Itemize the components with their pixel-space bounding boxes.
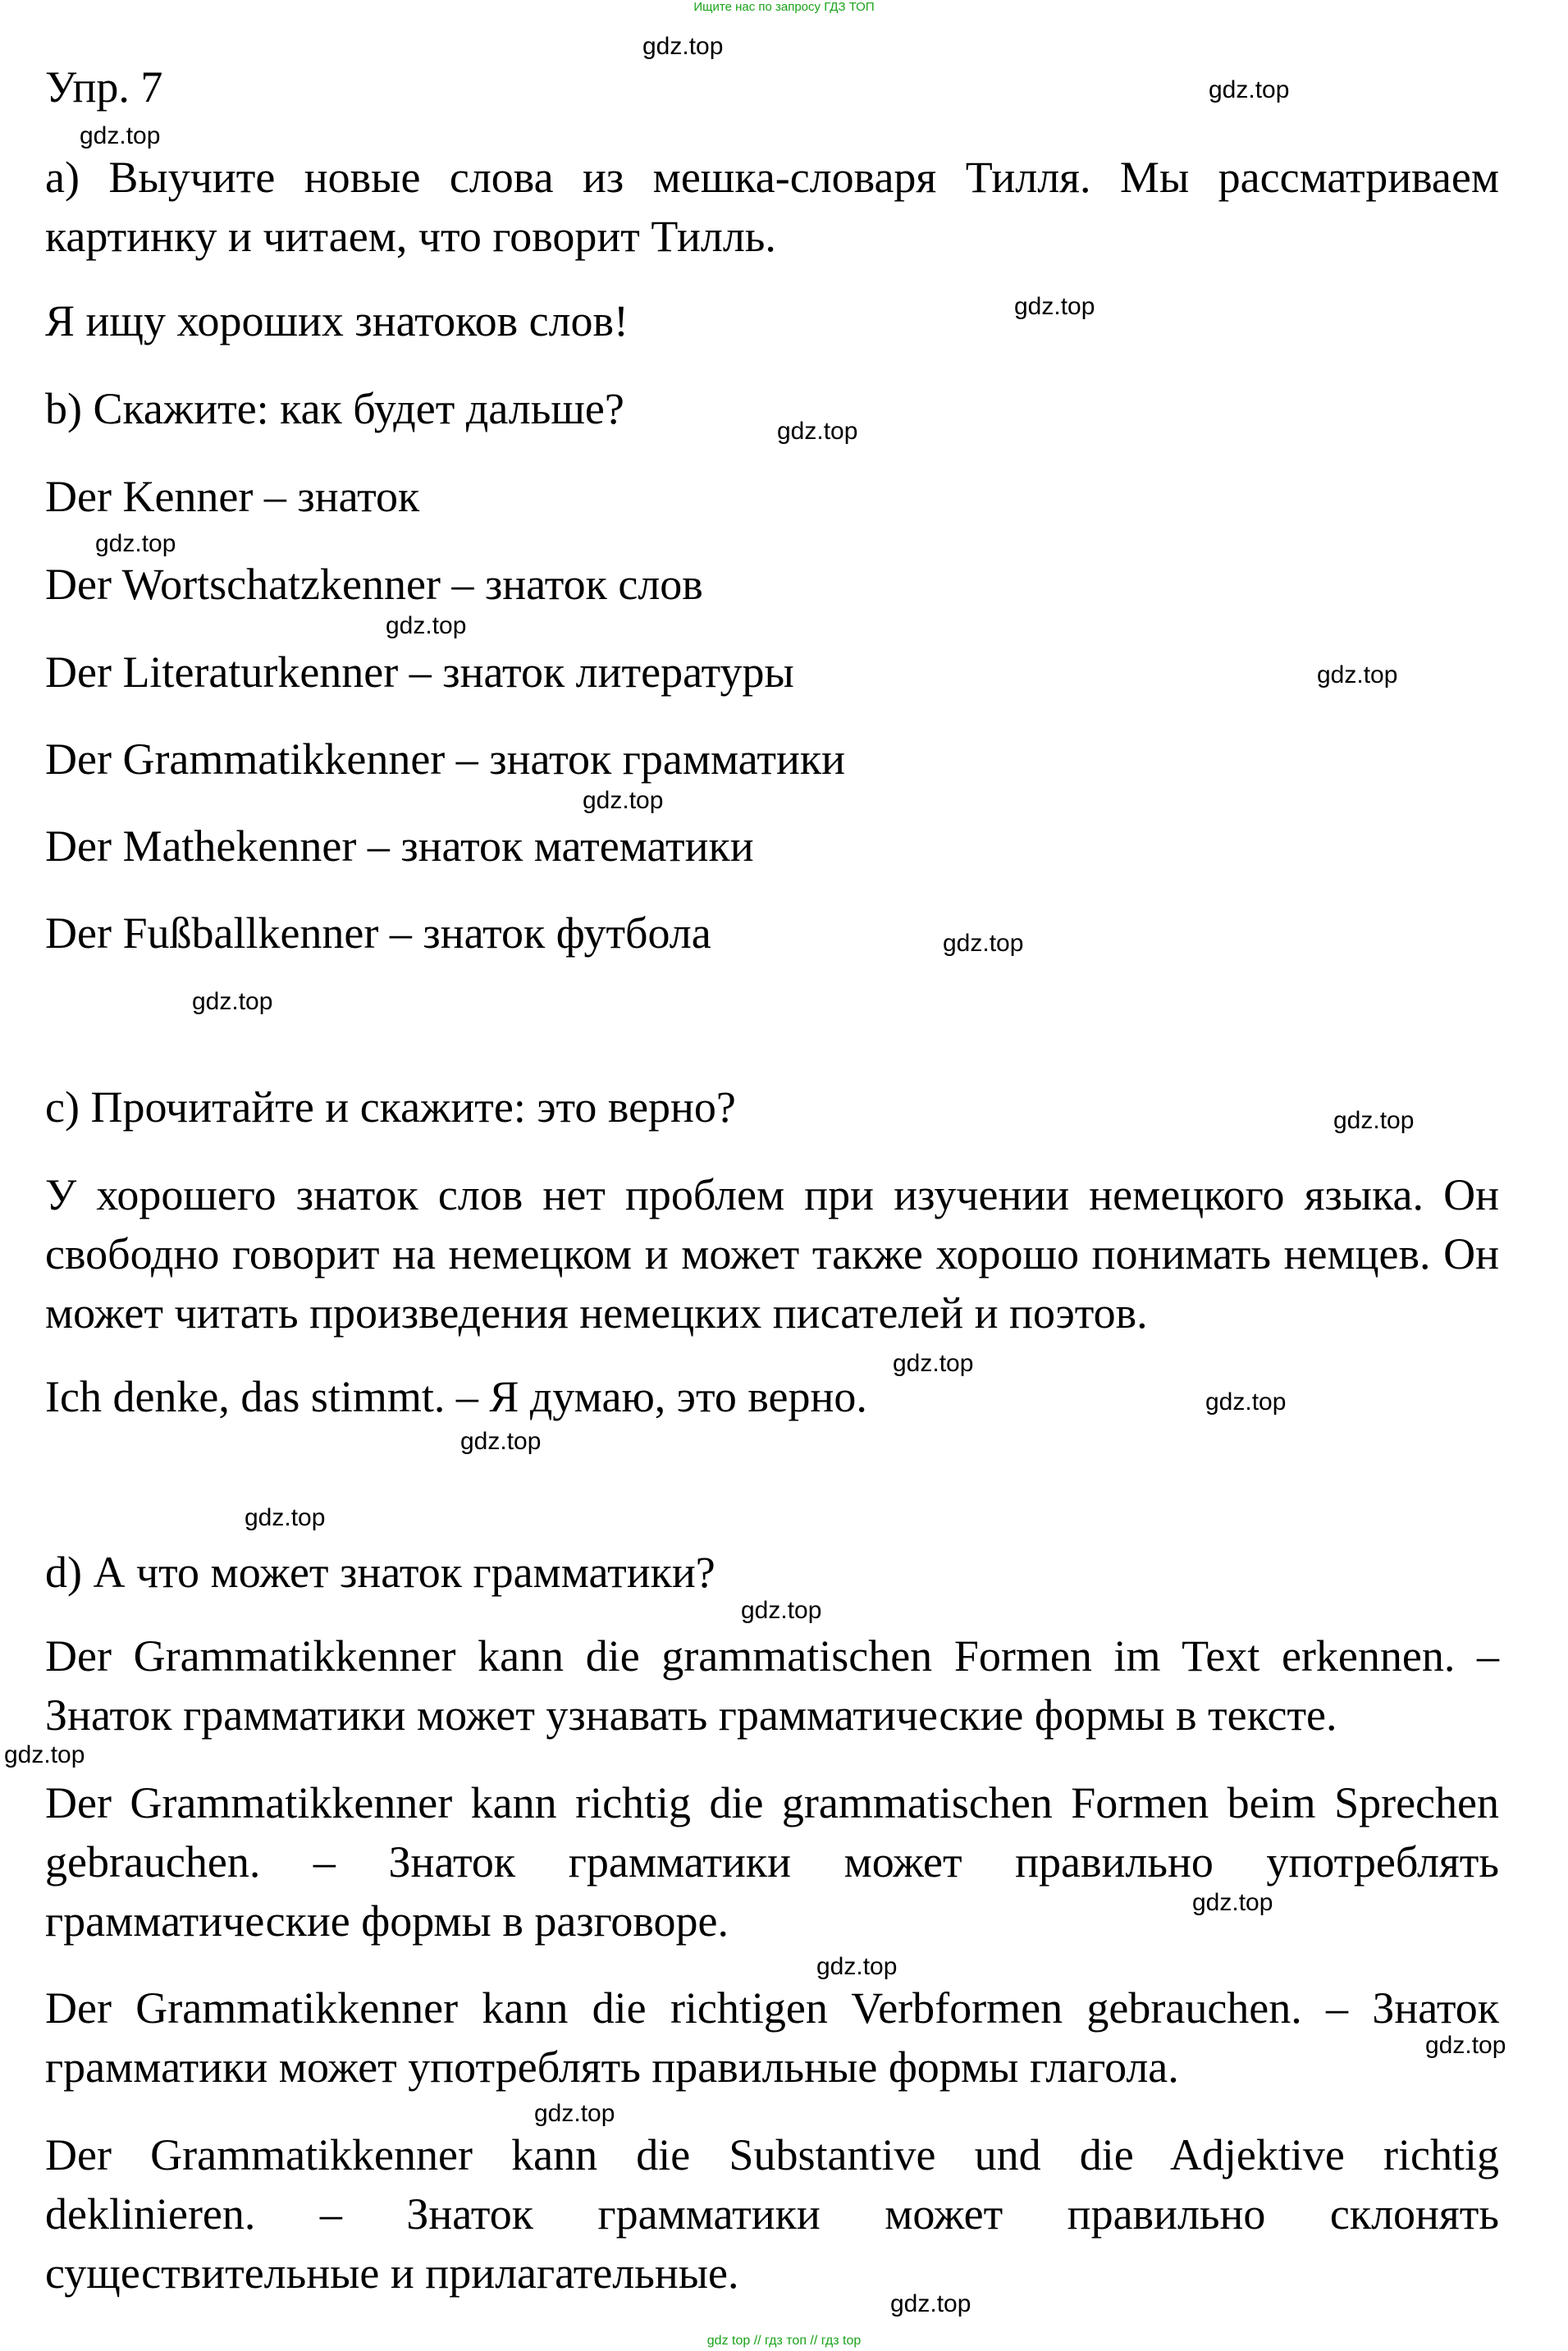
vocab-item: Der Literaturkenner – знаток литературы [45, 647, 794, 697]
watermark: gdz.top [80, 122, 161, 149]
task-d-paragraph: Der Grammatikkenner kann richtig die grammatischen Formen beim Sprechen gebrauchen. – Знаток грамматики может правильно употреблять грамматические формы в разговоре. [45, 1778, 1499, 1946]
watermark: gdz.top [4, 1741, 85, 1768]
watermark: gdz.top [1205, 1388, 1287, 1416]
watermark: gdz.top [1014, 293, 1095, 320]
task-d-paragraph: Der Grammatikkenner kann die grammatischen Formen im Text erkennen. – Знаток грамматики может узнавать грамматические формы в тексте. [45, 1631, 1499, 1740]
watermark: gdz.top [245, 1504, 326, 1531]
vocab-item: Der Kenner – знаток [45, 472, 420, 521]
task-c-text: c) Прочитайте и скажите: это верно? [45, 1082, 736, 1132]
watermark: gdz.top [943, 930, 1024, 957]
task-d-paragraph: Der Grammatikkenner kann die richtigen Verbformen gebrauchen. – Знаток грамматики может употреблять правильные формы глагола. [45, 1983, 1499, 2092]
watermark: gdz.top [1425, 2032, 1506, 2059]
watermark: gdz.top [890, 2290, 971, 2317]
vocab-item: Der Fußballkenner – знаток футбола [45, 908, 711, 958]
watermark: gdz.top [460, 1428, 542, 1455]
vocab-item: Der Mathekenner – знаток математики [45, 821, 754, 871]
task-d-text: d) А что может знаток грамматики? [45, 1548, 715, 1597]
watermark: gdz.top [741, 1597, 822, 1624]
bottom-banner: gdz top // гдз топ // гдз top [706, 2334, 862, 2348]
watermark: gdz.top [386, 612, 467, 639]
vocab-item: Der Grammatikkenner – знаток грамматики [45, 734, 846, 784]
exercise-title: Упр. 7 [45, 62, 163, 112]
watermark: gdz.top [534, 2100, 615, 2127]
task-b-text: b) Скажите: как будет дальше? [45, 384, 624, 433]
watermark: gdz.top [1333, 1107, 1415, 1134]
watermark: gdz.top [1317, 661, 1398, 688]
vocab-item: Der Wortschatzkenner – знаток слов [45, 560, 703, 609]
watermark: gdz.top [893, 1350, 974, 1377]
task-a-quote: Я ищу хороших знатоков слов! [45, 296, 629, 345]
task-c-answer: Ich denke, das stimmt. – Я думаю, это верно. [45, 1372, 867, 1421]
task-c-paragraph: У хорошего знаток слов нет проблем при изучении немецкого языка. Он свободно говорит на немецком и может также хорошо понимать немцев. Он может читать произведения немецких писателей и поэтов. [45, 1170, 1499, 1338]
task-a-text: a) Выучите новые слова из мешка-словаря Тилля. Мы рассматриваем картинку и читаем, что говорит Тилль. [45, 153, 1499, 261]
watermark: gdz.top [95, 530, 176, 557]
watermark: gdz.top [777, 418, 858, 445]
watermark: gdz.top [192, 988, 273, 1015]
top-banner: Ищите нас по запросу ГДЗ ТОП [693, 0, 875, 14]
watermark: gdz.top [583, 787, 664, 814]
task-d-paragraph: Der Grammatikkenner kann die Substantive und die Adjektive richtig deklinieren. – Знаток грамматики может правильно склонять существительные и прилагательные. [45, 2130, 1499, 2298]
watermark: gdz.top [1209, 76, 1290, 103]
watermark: gdz.top [642, 33, 724, 60]
watermark: gdz.top [816, 1953, 898, 1980]
watermark: gdz.top [1192, 1889, 1273, 1916]
